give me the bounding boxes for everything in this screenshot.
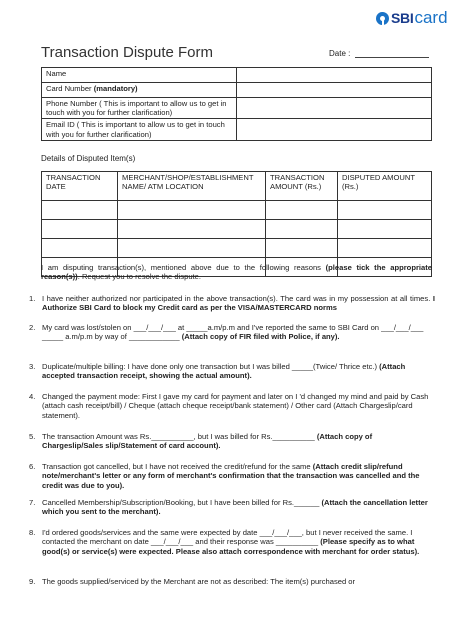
disputed-items-heading: Details of Disputed Item(s) xyxy=(41,154,136,163)
phone-number-label: Phone Number ( This is important to allow us to get in touch with you for further clarification) xyxy=(42,98,237,119)
reason-9[interactable]: 9. The goods supplied/serviced by the Merchant are not as described: The item(s) purchased or xyxy=(29,577,356,586)
table-cell[interactable] xyxy=(118,220,266,239)
reason-4[interactable]: 4. Changed the payment mode: First I gave my card for payment and later on I 'd changed my mind and paid by Cash (attach cash receipt/bill) / Cheque (attach cheque receipt/bank statement) / Other card (Attach Chargeslip/card statement). xyxy=(29,392,429,420)
sbi-card-logo xyxy=(376,8,448,28)
reason-3[interactable]: 3. Duplicate/multiple billing: I have done only one transaction but I was billed _____(Twice/ Thrice etc.) (Attach accepted transaction receipt, showing the actual amount). xyxy=(29,362,406,381)
table-row xyxy=(42,201,432,220)
table-cell[interactable] xyxy=(338,201,432,220)
table-cell[interactable] xyxy=(118,239,266,258)
table-cell[interactable] xyxy=(338,220,432,239)
table-cell[interactable] xyxy=(42,239,118,258)
table-cell[interactable] xyxy=(42,201,118,220)
logo-sbi-text: SBI xyxy=(391,10,414,26)
logo-card-text: card xyxy=(414,8,448,27)
reason-6[interactable]: 6. Transaction got cancelled, but I have not received the credit/refund for the same (Attach credit slip/refund note/merchant's letter or any form of merchant's confirmation that the transaction was cancelled and the credit was due to you). xyxy=(29,462,420,490)
card-number-label: Card Number (mandatory) xyxy=(42,83,237,98)
table-row xyxy=(42,239,432,258)
card-number-field[interactable] xyxy=(237,83,432,98)
date-label: Date : xyxy=(329,49,351,58)
table-cell[interactable] xyxy=(266,220,338,239)
reason-7[interactable]: 7. Cancelled Membership/Subscription/Booking, but I have been billed for Rs.______ (Attach the cancellation letter which you sent to the merchant). xyxy=(29,498,428,517)
date-field[interactable] xyxy=(355,57,429,58)
reason-1[interactable]: 1. I have neither authorized nor participated in the above transaction(s). The card was in my possession at all times. I Authorize SBI Card to block my Credit card as per the VISA/MASTERCARD norms xyxy=(29,294,435,313)
disputed-items-table xyxy=(41,171,432,277)
table-cell[interactable] xyxy=(266,201,338,220)
table-cell[interactable] xyxy=(338,239,432,258)
table-cell[interactable] xyxy=(42,220,118,239)
col-merchant-name: MERCHANT/SHOP/ESTABLISHMENT NAME/ ATM LOCATION xyxy=(118,172,266,201)
email-id-field[interactable] xyxy=(237,119,432,140)
name-label: Name xyxy=(42,68,237,83)
intro-paragraph: I am disputing transaction(s), mentioned above due to the following reasons (please tick the appropriate reason(s)). Request you to resolve the dispute. xyxy=(41,263,433,282)
table-cell[interactable] xyxy=(118,201,266,220)
reason-2[interactable]: 2. My card was lost/stolen on ___/___/___ at _____a.m/p.m and I've reported the same to SBI Card on ___/___/___ _____ a.m/p.m by way of ____________ (Attach copy of FIR filed with Police, if any). xyxy=(29,323,424,342)
col-transaction-date: TRANSACTION DATE xyxy=(42,172,118,201)
col-disputed-amount: DISPUTED AMOUNT (Rs.) xyxy=(338,172,432,201)
reason-5[interactable]: 5. The transaction Amount was Rs.__________, but I was billed for Rs.__________ (Attach copy of Chargeslip/Sales slip/Statement of card account). xyxy=(29,432,373,451)
table-row xyxy=(42,220,432,239)
email-id-label: Email ID ( This is important to allow us to get in touch with you for further clarification) xyxy=(42,119,237,140)
sbi-logo-icon xyxy=(376,12,389,25)
name-field[interactable] xyxy=(237,68,432,83)
reason-8[interactable]: 8. I'd ordered goods/services and the same were expected by date ___/___/___, but I never received the same. I contacted the merchant on date ___/___/___ and their response was __________ (Please specify as to what good(s) or service(s) were expected. Please also attach correspondence with merchant for order status). xyxy=(29,528,420,556)
table-cell[interactable] xyxy=(266,239,338,258)
phone-number-field[interactable] xyxy=(237,98,432,119)
customer-details-table xyxy=(41,67,432,141)
form-title: Transaction Dispute Form xyxy=(41,44,214,61)
col-transaction-amount: TRANSACTION AMOUNT (Rs.) xyxy=(266,172,338,201)
